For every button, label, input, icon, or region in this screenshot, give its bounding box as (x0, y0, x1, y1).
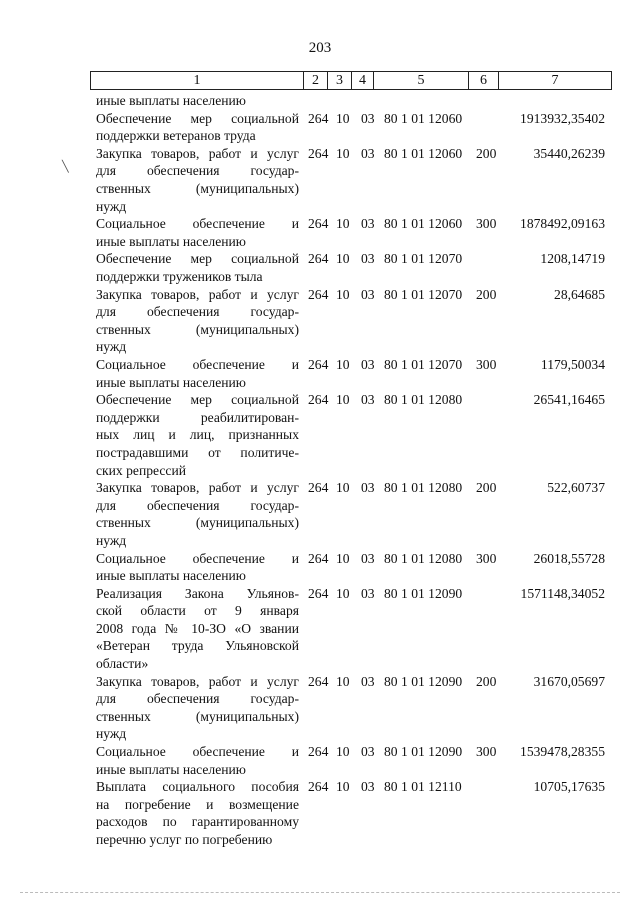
row-admin-code: 264 (308, 216, 329, 232)
row-amount: 1878492,09163 (520, 216, 605, 232)
row-subsection-code: 03 (361, 779, 375, 795)
row-admin-code: 264 (308, 744, 329, 760)
row-name (96, 286, 299, 356)
row-expense-type-code: 200 (476, 480, 497, 496)
row-section-code: 10 (336, 392, 350, 408)
row-name (96, 479, 299, 549)
row-name (96, 550, 299, 585)
row-name-line: для обеспечения государ- (96, 304, 299, 320)
row-expense-type-code: 200 (476, 145, 497, 161)
row-section-code: 10 (336, 779, 350, 795)
row-section-code: 10 (336, 585, 350, 601)
row-target-article-code: 80 1 01 12080 (384, 550, 463, 566)
row-subsection-code: 03 (361, 110, 375, 126)
row-subsection-code: 03 (361, 673, 375, 689)
row-name-line: «Ветеран труда Ульяновской (96, 638, 299, 654)
row-name-line: иные выплаты населению (96, 568, 246, 584)
row-expense-type-code: 200 (476, 673, 497, 689)
row-target-article-code: 80 1 01 12080 (384, 392, 463, 408)
row-section-code: 10 (336, 251, 350, 267)
row-name-line: иные выплаты населению (96, 761, 246, 777)
header-col-6: 6 (469, 72, 499, 90)
header-col-1: 1 (91, 72, 304, 90)
row-expense-type-code: 300 (476, 356, 497, 372)
row-name-line: Обеспечение мер социальной (96, 251, 299, 267)
row-name-line: ных лиц и лиц, признанных (96, 427, 299, 443)
row-admin-code: 264 (308, 145, 329, 161)
row-name-line: Закупка товаров, работ и услуг (96, 145, 299, 161)
row-target-article-code: 80 1 01 12070 (384, 251, 463, 267)
margin-tick-mark: ╲ (62, 161, 69, 173)
header-col-3: 3 (328, 72, 352, 90)
header-col-5: 5 (374, 72, 469, 90)
row-name (96, 778, 299, 848)
row-amount: 1208,14719 (540, 251, 605, 267)
row-name-line: поддержки реабилитирован- (96, 409, 299, 425)
row-name-line: расходов по гарантированному (96, 814, 299, 830)
row-amount: 31670,05697 (533, 673, 605, 689)
row-amount: 522,60737 (547, 480, 605, 496)
row-admin-code: 264 (308, 673, 329, 689)
row-section-code: 10 (336, 216, 350, 232)
row-admin-code: 264 (308, 779, 329, 795)
row-name (96, 356, 299, 391)
row-name-line: ственных (муниципальных) (96, 321, 299, 337)
row-admin-code: 264 (308, 286, 329, 302)
row-amount: 1913932,35402 (520, 110, 605, 126)
row-amount: 10705,17635 (533, 779, 605, 795)
row-subsection-code: 03 (361, 392, 375, 408)
table-row (0, 391, 640, 479)
row-name-line: нужд (96, 198, 127, 214)
row-admin-code: 264 (308, 392, 329, 408)
table-row (0, 743, 640, 778)
row-name-line: для обеспечения государ- (96, 497, 299, 513)
row-name (96, 673, 299, 743)
row-name-line: ской области от 9 января (96, 603, 299, 619)
row-subsection-code: 03 (361, 585, 375, 601)
row-name-line: поддержки тружеников тыла (96, 268, 263, 284)
row-name (96, 110, 299, 145)
row-name-line: ственных (муниципальных) (96, 180, 299, 196)
row-name-line: нужд (96, 339, 127, 355)
row-name-line: Закупка товаров, работ и услуг (96, 673, 299, 689)
row-name (96, 250, 299, 285)
row-amount: 1571148,34052 (520, 585, 605, 601)
row-amount: 26541,16465 (533, 392, 605, 408)
row-subsection-code: 03 (361, 744, 375, 760)
row-name-line: на погребение и возмещение (96, 796, 299, 812)
row-target-article-code: 80 1 01 12070 (384, 356, 463, 372)
row-name (96, 145, 299, 215)
row-name-line: пострадавшими от политиче- (96, 444, 299, 460)
row-admin-code: 264 (308, 550, 329, 566)
row-subsection-code: 03 (361, 480, 375, 496)
row-admin-code: 264 (308, 251, 329, 267)
row-name-line: Реализация Закона Ульянов- (96, 585, 299, 601)
row-target-article-code: 80 1 01 12110 (384, 779, 462, 795)
row-section-code: 10 (336, 110, 350, 126)
row-section-code: 10 (336, 145, 350, 161)
row-name-line: ских репрессий (96, 462, 186, 478)
row-name-line: Социальное обеспечение и (96, 356, 299, 372)
row-name-line: Социальное обеспечение и (96, 744, 299, 760)
row-expense-type-code: 200 (476, 286, 497, 302)
row-name-line: для обеспечения государ- (96, 691, 299, 707)
page-number: 203 (308, 40, 332, 56)
row-subsection-code: 03 (361, 251, 375, 267)
row-name (96, 743, 299, 778)
row-section-code: 10 (336, 286, 350, 302)
row-section-code: 10 (336, 673, 350, 689)
row-name-line: Обеспечение мер социальной (96, 110, 299, 126)
row-name-line: ственных (муниципальных) (96, 708, 299, 724)
row-expense-type-code: 300 (476, 216, 497, 232)
row-amount: 26018,55728 (533, 550, 605, 566)
row-admin-code: 264 (308, 110, 329, 126)
row-name-line: Закупка товаров, работ и услуг (96, 286, 299, 302)
row-name-line: Закупка товаров, работ и услуг (96, 480, 299, 496)
table-row (0, 479, 640, 549)
row-section-code: 10 (336, 356, 350, 372)
header-col-4: 4 (352, 72, 374, 90)
row-name-line: ственных (муниципальных) (96, 515, 299, 531)
row-admin-code: 264 (308, 480, 329, 496)
row-section-code: 10 (336, 550, 350, 566)
row-name (96, 585, 299, 673)
table-row (0, 92, 640, 110)
row-subsection-code: 03 (361, 286, 375, 302)
row-target-article-code: 80 1 01 12090 (384, 673, 463, 689)
row-name-line: области» (96, 656, 149, 672)
table-row (0, 673, 640, 743)
row-expense-type-code: 300 (476, 744, 497, 760)
row-amount: 28,64685 (554, 286, 605, 302)
row-amount: 1539478,28355 (520, 744, 605, 760)
row-name (96, 391, 299, 479)
row-name-line: для обеспечения государ- (96, 163, 299, 179)
row-name-line: поддержки ветеранов труда (96, 128, 256, 144)
table-row (0, 778, 640, 848)
row-section-code: 10 (336, 744, 350, 760)
bottom-rule (20, 892, 620, 893)
table-row (0, 215, 640, 250)
table-body (0, 92, 640, 849)
row-name-line: Социальное обеспечение и (96, 216, 299, 232)
row-target-article-code: 80 1 01 12060 (384, 110, 463, 126)
row-name-line: иные выплаты населению (96, 374, 246, 390)
header-col-2: 2 (304, 72, 328, 90)
table-row (0, 286, 640, 356)
row-target-article-code: 80 1 01 12090 (384, 744, 463, 760)
header-col-7: 7 (499, 72, 612, 90)
table-row (0, 250, 640, 285)
table-row (0, 110, 640, 145)
row-target-article-code: 80 1 01 12060 (384, 145, 463, 161)
row-target-article-code: 80 1 01 12090 (384, 585, 463, 601)
row-name-line: Социальное обеспечение и (96, 550, 299, 566)
row-amount: 35440,26239 (533, 145, 605, 161)
row-target-article-code: 80 1 01 12080 (384, 480, 463, 496)
table-header (90, 71, 612, 90)
row-name-line: перечню услуг по погребению (96, 832, 273, 848)
row-admin-code: 264 (308, 356, 329, 372)
row-subsection-code: 03 (361, 356, 375, 372)
row-target-article-code: 80 1 01 12060 (384, 216, 463, 232)
row-name (96, 215, 299, 250)
row-expense-type-code: 300 (476, 550, 497, 566)
table-row (0, 145, 640, 215)
row-name-line: Обеспечение мер социальной (96, 392, 299, 408)
table-row (0, 356, 640, 391)
row-subsection-code: 03 (361, 216, 375, 232)
row-name-line: нужд (96, 532, 127, 548)
row-section-code: 10 (336, 480, 350, 496)
row-subsection-code: 03 (361, 550, 375, 566)
row-name-line: Выплата социального пособия (96, 779, 299, 795)
row-name-line: иные выплаты населению (96, 233, 246, 249)
row-name-line: 2008 года № 10-ЗО «О звании (96, 620, 299, 636)
row-name (96, 92, 299, 110)
row-name-line: нужд (96, 726, 127, 742)
table-row (0, 585, 640, 673)
row-target-article-code: 80 1 01 12070 (384, 286, 463, 302)
row-subsection-code: 03 (361, 145, 375, 161)
row-name-line: иные выплаты населению (96, 93, 246, 108)
row-admin-code: 264 (308, 585, 329, 601)
row-amount: 1179,50034 (540, 356, 605, 372)
table-row (0, 550, 640, 585)
